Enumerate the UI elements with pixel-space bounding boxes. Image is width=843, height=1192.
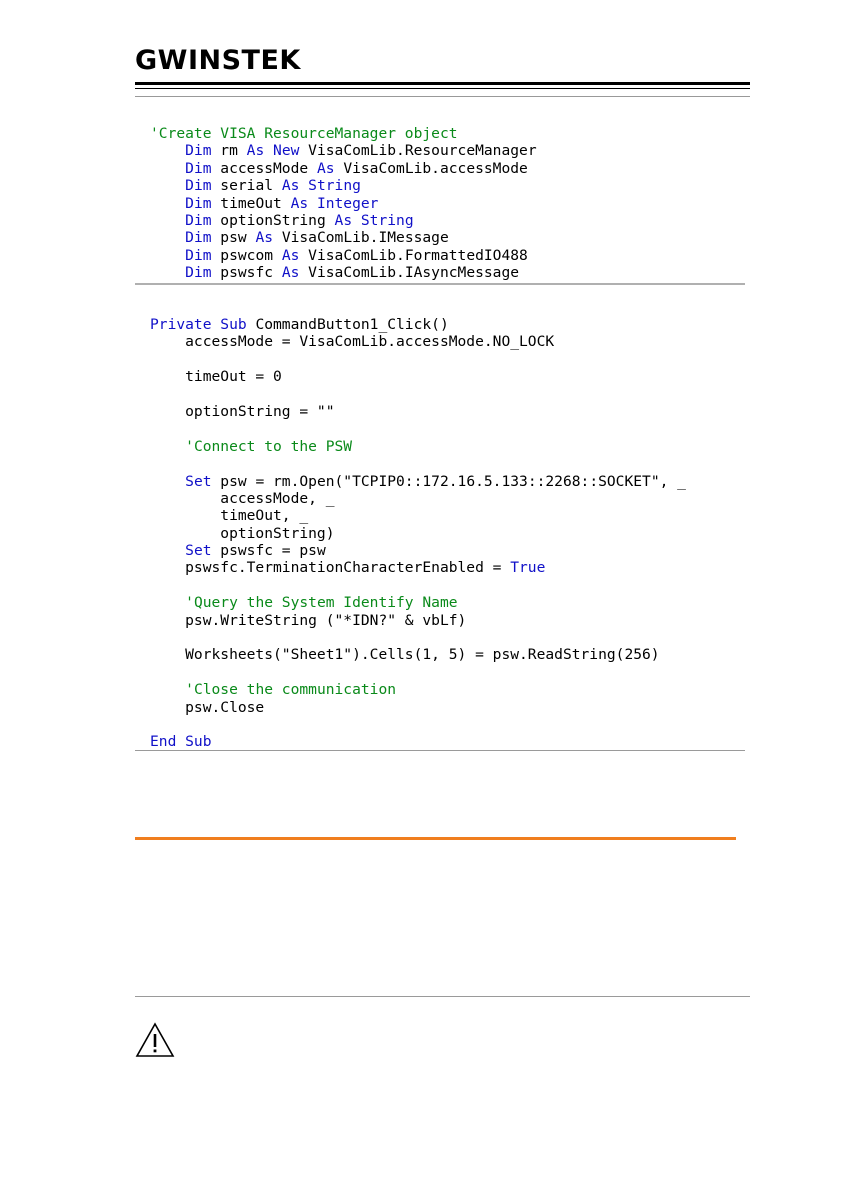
code-line: [150, 125, 537, 142]
code-text: [150, 195, 185, 212]
logo-text: GWINSTEK: [135, 45, 301, 76]
code-keyword: Dim: [185, 229, 212, 247]
code-text: pswcom: [211, 246, 282, 264]
code-keyword: As New: [246, 142, 300, 160]
code-line: [150, 542, 686, 559]
code-line: [150, 368, 686, 385]
code-keyword: As: [281, 264, 300, 282]
code-line: [150, 525, 686, 542]
code-line: [150, 733, 686, 750]
code-line: [150, 195, 537, 212]
code-line: [150, 351, 686, 368]
code-keyword: Private Sub: [150, 316, 247, 333]
code-text: [150, 142, 185, 159]
code-line: [150, 333, 686, 350]
code-text: accessMode, _: [150, 489, 335, 507]
code-line: [150, 264, 537, 281]
header-rule-thick: [135, 82, 750, 85]
code-text: accessMode = VisaComLib.accessMode.NO_LOCK: [150, 333, 555, 351]
section-divider-orange: [135, 837, 736, 840]
code-text: rm: [211, 142, 247, 160]
code-keyword: Set: [185, 542, 212, 560]
warning-triangle-icon: [135, 1022, 175, 1058]
code-text: timeOut, _: [150, 507, 309, 525]
code-text: VisaComLib.IMessage: [273, 229, 449, 247]
code-text: [150, 212, 185, 229]
code-line: [150, 142, 537, 159]
code-text: pswsfc = psw: [211, 542, 326, 560]
code-text: psw: [211, 229, 256, 247]
code-block-declarations: [150, 125, 537, 282]
code-text: [150, 160, 185, 177]
code-keyword: As String: [281, 177, 361, 195]
code-keyword: Dim: [185, 246, 212, 264]
code-line: [150, 420, 686, 437]
code-separator-1: [135, 283, 745, 285]
code-keyword: As String: [334, 211, 414, 229]
code-text: VisaComLib.ResourceManager: [299, 142, 537, 160]
code-keyword: Dim: [185, 177, 212, 195]
code-keyword: As: [255, 229, 274, 247]
code-text: pswsfc: [211, 264, 282, 282]
code-keyword: Set: [185, 472, 212, 490]
code-text: psw.WriteString ("*IDN?" & vbLf): [150, 611, 467, 629]
code-text: VisaComLib.accessMode: [334, 159, 528, 177]
code-text: pswsfc.TerminationCharacterEnabled =: [150, 559, 511, 577]
code-text: optionString): [150, 524, 335, 542]
code-keyword: End Sub: [150, 733, 212, 751]
code-text: Worksheets("Sheet1").Cells(1, 5) = psw.ReadString(256): [150, 646, 660, 664]
code-text: psw = rm.Open("TCPIP0::172.16.5.133::2268::SOCKET", _: [211, 472, 686, 490]
code-text: [150, 473, 185, 490]
code-text: optionString: [211, 211, 335, 229]
code-text: timeOut: [211, 194, 291, 212]
code-keyword: As Integer: [290, 194, 379, 212]
code-line: [150, 160, 537, 177]
code-comment: 'Connect to the PSW: [185, 437, 353, 455]
code-keyword: As: [316, 159, 335, 177]
code-line: [150, 403, 686, 420]
code-line: [150, 594, 686, 611]
code-keyword: True: [510, 559, 546, 577]
header-rule-thin: [135, 88, 750, 89]
code-line: [150, 247, 537, 264]
code-text: [150, 681, 185, 698]
code-comment: 'Query the System Identify Name: [185, 594, 458, 612]
code-line: [150, 177, 537, 194]
code-line: [150, 646, 686, 663]
code-block-subroutine: [150, 316, 686, 751]
code-text: [150, 542, 185, 559]
code-text: [150, 264, 185, 281]
code-keyword: Dim: [185, 194, 212, 212]
code-keyword: As: [281, 246, 300, 264]
code-line: [150, 699, 686, 716]
code-text: [150, 177, 185, 194]
code-line: [150, 681, 686, 698]
code-line: [150, 455, 686, 472]
code-keyword: Dim: [185, 142, 212, 160]
code-text: VisaComLib.FormattedIO488: [299, 246, 528, 264]
code-text: CommandButton1_Click(): [246, 316, 449, 333]
code-text: psw.Close: [150, 698, 265, 716]
code-text: [150, 594, 185, 611]
code-line: [150, 490, 686, 507]
code-line: [150, 229, 537, 246]
code-text: accessMode: [211, 159, 317, 177]
code-text: [150, 247, 185, 264]
code-separator-2: [135, 750, 745, 751]
code-text: VisaComLib.IAsyncMessage: [299, 264, 520, 282]
code-line: [150, 664, 686, 681]
code-line: [150, 438, 686, 455]
code-text: timeOut = 0: [150, 368, 282, 386]
code-text: serial: [211, 177, 282, 195]
code-keyword: Dim: [185, 211, 212, 229]
header-rule-light: [135, 96, 750, 97]
code-line: [150, 629, 686, 646]
code-line: [150, 316, 686, 333]
code-line: [150, 612, 686, 629]
code-keyword: Dim: [185, 159, 212, 177]
code-comment: 'Create VISA ResourceManager object: [150, 125, 458, 142]
code-line: [150, 473, 686, 490]
code-keyword: Dim: [185, 264, 212, 282]
code-text: optionString = "": [150, 402, 335, 420]
code-comment: 'Close the communication: [185, 681, 397, 699]
code-line: [150, 386, 686, 403]
code-text: [150, 229, 185, 246]
section-divider-grey: [135, 996, 750, 997]
code-line: [150, 212, 537, 229]
code-line: [150, 559, 686, 576]
code-line: [150, 716, 686, 733]
code-line: [150, 507, 686, 524]
code-line: [150, 577, 686, 594]
code-text: [150, 438, 185, 455]
